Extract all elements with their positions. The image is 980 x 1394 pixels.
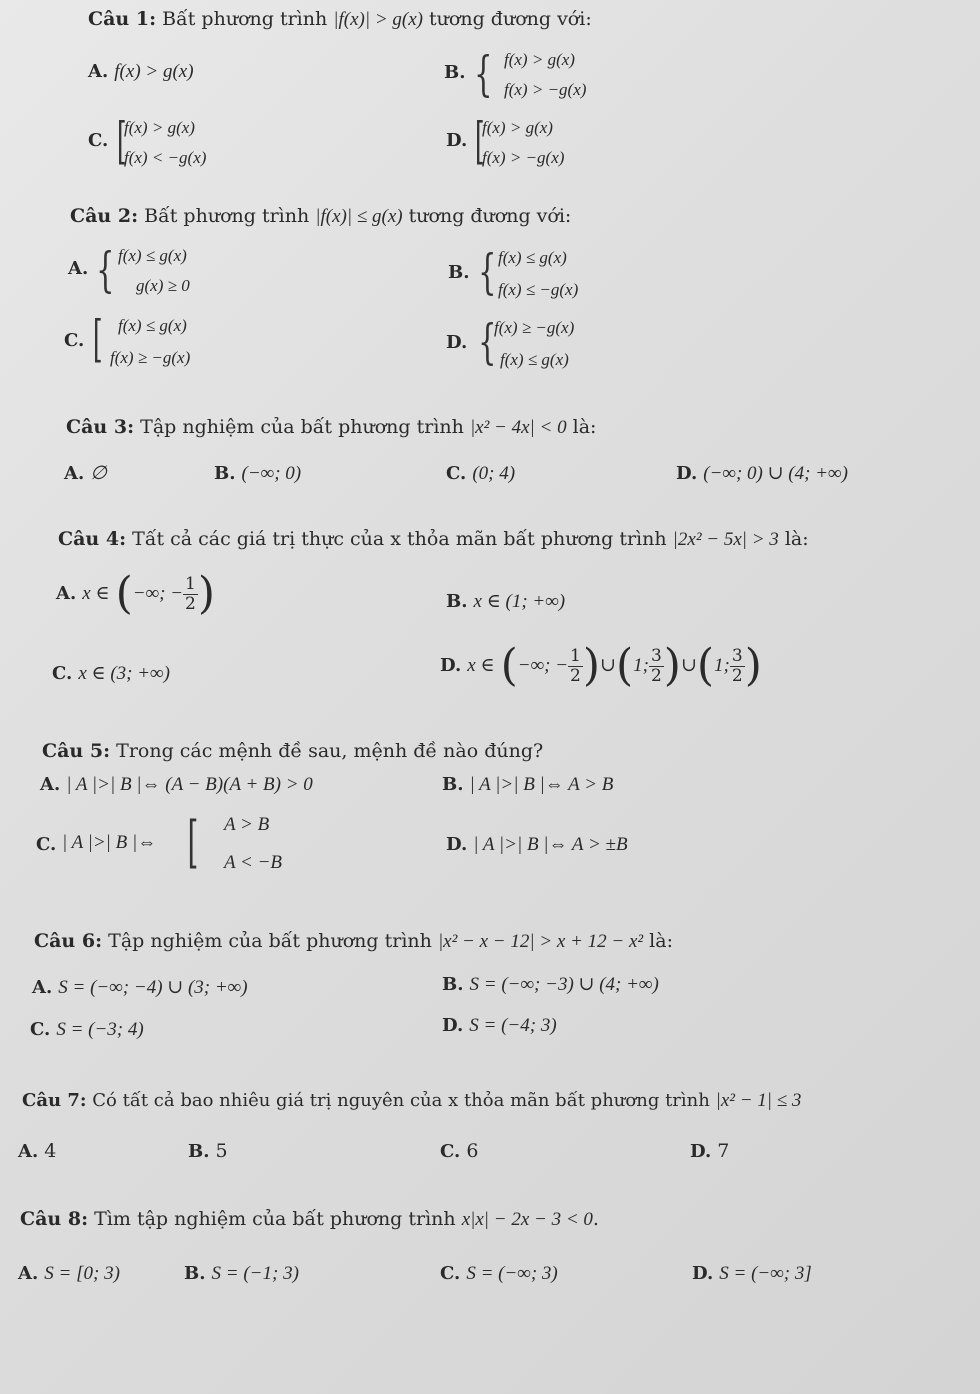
option-label: B. [444,62,466,83]
option-label: A. [40,774,61,795]
option-text: S = (−∞; 3] [719,1263,812,1284]
option-a[interactable] [40,773,313,796]
option-text: | A |>| B |⇔ (A − B)(A + B) > 0 [66,774,313,795]
option-text: 4 [44,1140,57,1162]
question-text: Tìm tập nghiệm của bất phương trình [94,1208,456,1230]
option-label: B. [214,463,236,484]
system-line-2: f(x) < −g(x) [124,148,207,167]
question-text: Có tất cả bao nhiêu giá trị nguyên của x thỏa mãn bất phương trình [92,1090,710,1111]
option-d[interactable] [440,640,762,691]
question-label: Câu 3: [66,416,135,438]
option-label: A. [64,463,85,484]
option-b[interactable] [188,1140,228,1162]
option-label: D. [446,130,468,151]
option-label: B. [448,262,470,283]
right-paren-icon: ) [197,568,216,619]
curly-brace-icon: { [478,244,497,300]
option-label: C. [36,834,57,855]
question-text: Bất phương trình [144,205,310,227]
question-text: Tập nghiệm của bất phương trình [108,930,432,952]
option-b[interactable] [446,590,565,613]
left-paren-icon: ( [696,640,715,691]
option-b[interactable] [442,973,659,996]
question-text: Tập nghiệm của bất phương trình [140,416,464,438]
square-bracket-icon: [ [116,112,127,170]
option-label: C. [88,130,109,151]
question-suffix: tương đương với: [408,205,572,227]
option-c[interactable] [440,1262,558,1285]
square-bracket-icon: [ [92,310,103,368]
option-text: ∅ [90,463,107,484]
option-label: D. [442,1015,464,1036]
question-4 [58,528,809,551]
union-symbol: ∪ [600,655,616,676]
option-text: (−∞; 0) [241,463,302,484]
system-line-2: f(x) ≤ −g(x) [498,280,579,299]
option-d[interactable] [676,462,848,485]
fraction-denominator: 2 [650,665,662,686]
question-label: Câu 8: [20,1208,89,1230]
option-text: 5 [215,1140,228,1162]
option-text: x ∈ (1; +∞) [473,591,566,612]
option-c[interactable] [52,662,170,685]
option-a[interactable] [18,1140,56,1162]
option-label: B. [184,1263,206,1284]
question-expr: |x² − x − 12| > x + 12 − x² [437,931,644,952]
option-prefix: x ∈ [467,655,495,676]
interval-part: 1; [714,655,730,676]
option-text: S = (−∞; 3) [466,1263,558,1284]
system-line-2: f(x) ≥ −g(x) [110,348,191,367]
system-line-1: f(x) > g(x) [482,118,553,137]
interval-part: −∞; − [517,655,569,676]
question-expr: |f(x)| ≤ g(x) [315,206,403,227]
question-label: Câu 2: [70,205,139,227]
system-line-1: f(x) ≤ g(x) [118,316,187,335]
question-suffix: tương đương với: [429,8,592,30]
fraction-numerator: 3 [650,645,662,666]
option-c[interactable] [36,810,336,880]
option-d[interactable] [446,833,628,856]
option-c[interactable] [446,462,515,485]
fraction-numerator: 3 [731,645,743,666]
question-suffix: là: [784,528,809,550]
option-a[interactable] [18,1262,120,1285]
system-line-2: f(x) ≤ g(x) [500,350,569,369]
question-text: Bất phương trình [162,8,328,30]
option-text: S = (−1; 3) [211,1263,299,1284]
option-label: D. [440,655,462,676]
option-label: C. [64,330,85,351]
question-label: Câu 5: [42,740,111,762]
option-label: D. [446,834,468,855]
option-label: A. [56,583,77,604]
option-text: S = [0; 3) [44,1263,120,1284]
question-label: Câu 1: [88,8,157,30]
question-text: Tất cả các giá trị thực của x thỏa mãn bất phương trình [132,528,667,550]
option-a[interactable] [32,976,248,999]
system-line-1: f(x) > g(x) [124,118,195,137]
option-text: (−∞; 0) ∪ (4; +∞) [703,463,848,484]
option-text: 6 [466,1140,479,1162]
option-a[interactable] [56,568,216,619]
question-suffix: là: [572,416,597,438]
question-expr: x|x| − 2x − 3 < 0 [461,1209,593,1230]
question-2 [70,205,571,228]
option-prefix: | A |>| B |⇔ [62,832,157,853]
option-label: B. [188,1141,210,1162]
option-label: A. [18,1263,39,1284]
option-label: D. [690,1141,712,1162]
option-b[interactable] [442,773,613,796]
option-b[interactable] [214,462,301,485]
question-label: Câu 4: [58,528,127,550]
option-text: S = (−3; 4) [56,1019,144,1040]
question-expr: |x² − 1| ≤ 3 [715,1090,802,1111]
option-label: D. [676,463,698,484]
system-line-1: f(x) ≤ g(x) [498,248,567,267]
option-text: S = (−∞; −3) ∪ (4; +∞) [469,974,659,995]
option-text: x ∈ (3; +∞) [78,663,170,684]
right-paren-icon: ) [744,640,762,691]
option-label: C. [30,1019,51,1040]
square-bracket-icon: [ [187,810,199,875]
option-label: C. [446,463,467,484]
option-prefix: x ∈ [82,583,110,604]
option-label: C. [440,1263,461,1284]
option-text: 7 [717,1140,730,1162]
option-text: S = (−∞; −4) ∪ (3; +∞) [58,977,248,998]
option-text: S = (−4; 3) [469,1015,557,1036]
question-label: Câu 7: [22,1090,87,1111]
option-label: B. [442,974,464,995]
option-label: B. [442,774,464,795]
union-symbol: ∪ [680,655,697,676]
question-5 [42,740,543,762]
option-a[interactable] [68,242,308,306]
right-paren-icon: ) [582,640,601,691]
question-suffix: là: [649,930,673,952]
option-a[interactable] [88,60,194,83]
option-text: (0; 4) [472,463,516,484]
fraction-numerator: 1 [570,645,581,666]
fraction-denominator: 2 [570,665,581,686]
option-b[interactable] [448,244,668,308]
interval-left: −∞; − [132,583,184,604]
question-1 [88,8,592,31]
option-text: f(x) > g(x) [114,61,194,82]
option-c[interactable] [64,310,304,376]
fraction-numerator: 1 [185,573,196,594]
curly-brace-icon: { [478,314,497,370]
option-label: C. [52,663,73,684]
system-line-1: f(x) ≤ g(x) [118,246,187,265]
question-8 [20,1208,599,1231]
system-line-2: A < −B [224,852,283,873]
option-label: B. [446,591,468,612]
left-paren-icon: ( [615,640,634,691]
question-expr: |2x² − 5x| > 3 [672,529,779,550]
option-d[interactable] [446,314,666,378]
system-line-1: A > B [224,814,270,835]
interval-part: 1; [633,655,649,676]
option-c[interactable] [30,1018,144,1041]
option-label: A. [18,1141,39,1162]
system-line-2: f(x) > −g(x) [482,148,565,167]
system-line-2: g(x) ≥ 0 [136,276,190,295]
curly-brace-icon: { [96,242,115,298]
left-paren-icon: ( [115,568,133,619]
square-bracket-icon: [ [474,112,485,170]
option-d[interactable] [442,1014,557,1037]
fraction-denominator: 2 [185,593,196,614]
question-suffix: . [592,1208,599,1230]
question-7 [22,1090,801,1112]
system-line-1: f(x) ≥ −g(x) [494,318,575,337]
option-b[interactable] [184,1262,299,1285]
question-expr: |f(x)| > g(x) [333,9,423,30]
question-expr: |x² − 4x| < 0 [469,417,567,438]
option-label: A. [68,258,89,279]
option-label: C. [440,1141,461,1162]
option-d[interactable] [690,1140,729,1162]
option-c[interactable] [440,1140,478,1162]
option-text: | A |>| B |⇔ A > B [469,774,614,795]
option-label: D. [692,1263,714,1284]
option-c[interactable] [88,112,328,178]
right-paren-icon: ) [663,640,681,691]
system-line-2: f(x) > −g(x) [504,80,587,99]
fraction-denominator: 2 [731,665,743,686]
curly-brace-icon: { [474,46,493,102]
option-a[interactable] [64,462,107,485]
option-d[interactable] [692,1262,812,1285]
option-label: A. [32,977,53,998]
question-6 [34,930,673,953]
system-line-1: f(x) > g(x) [504,50,575,69]
option-b[interactable] [444,46,664,110]
question-3 [66,416,596,439]
question-label: Câu 6: [34,930,103,952]
option-label: A. [88,61,109,82]
option-text: | A |>| B |⇔ A > ±B [473,834,628,855]
question-text: Trong các mệnh đề sau, mệnh đề nào đúng? [116,740,544,762]
option-label: D. [446,332,468,353]
option-d[interactable] [446,112,666,178]
left-paren-icon: ( [500,640,518,691]
